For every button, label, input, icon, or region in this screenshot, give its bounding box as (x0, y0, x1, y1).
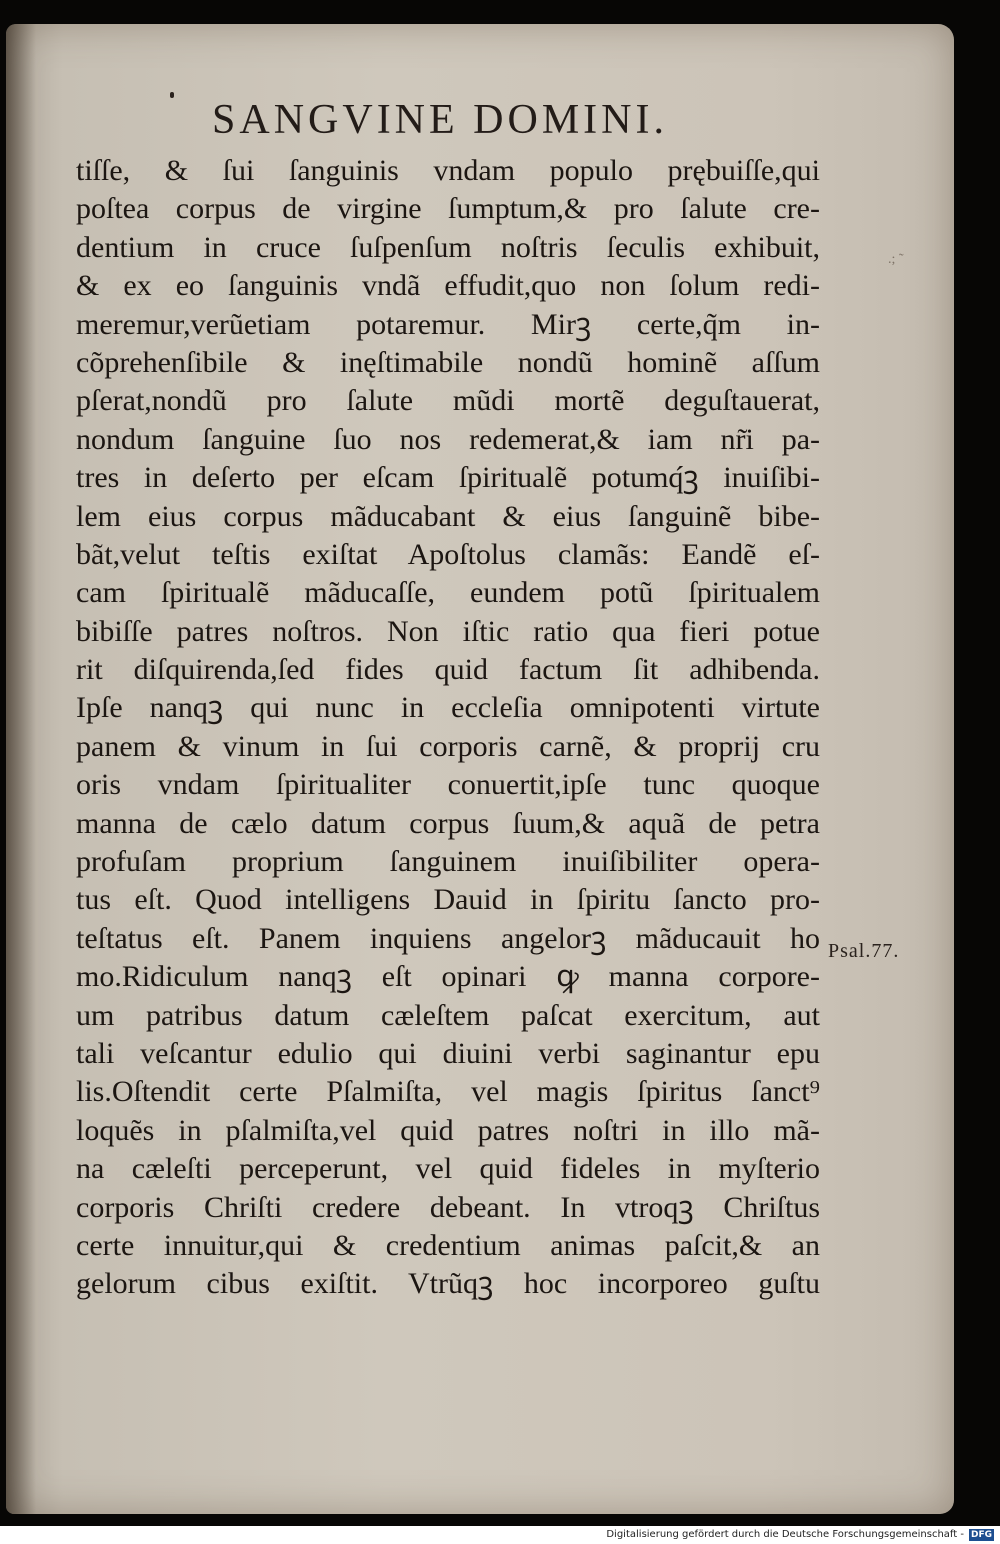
text-line: certe innuitur,qui & credentium animas paſcit,& an (76, 1228, 820, 1262)
margin-speck: .; ̃ (888, 252, 899, 267)
text-line: cam ſpiritualẽ mãducaſſe, eundem potũ ſpiritualem (76, 576, 820, 610)
text-line: oris vndam ſpiritualiter conuertit,ipſe tunc quoque (76, 768, 820, 802)
spine-shadow (6, 24, 36, 1514)
text-line: poſtea corpus de virgine ſumptum,& pro ſalute cre- (76, 192, 820, 226)
text-block (76, 152, 820, 1304)
text-line: lis.Oſtendit certe Pſalmiſta, vel magis ſpiritus ſanct⁹ (76, 1075, 820, 1109)
text-line: bibiſſe patres noſtros. Non iſtic ratio qua fieri potue (76, 614, 820, 648)
text-line: dentium in cruce ſuſpenſum noſtris ſeculis exhibuit, (76, 230, 820, 264)
text-line: Ipſe nanqꝫ qui nunc in eccleſia omnipotenti virtute (76, 691, 820, 725)
text-line: mo.Ridiculum nanqꝫ eſt opinari ꝙ manna corpore- (76, 960, 820, 994)
footer-credit: Digitalisierung gefördert durch die Deutsche Forschungsgemeinschaft - (606, 1529, 964, 1540)
dfg-logo: DFG (970, 1530, 992, 1540)
text-line: pſerat,nondũ pro ſalute mũdi mortẽ deguſtauerat, (76, 384, 820, 418)
text-line: na cæleſti perceperunt, vel quid fideles in myſterio (76, 1152, 820, 1186)
text-line: manna de cælo datum corpus ſuum,& aquã de petra (76, 806, 820, 840)
text-line: lem eius corpus mãducabant & eius ſanguinẽ bibe- (76, 499, 820, 533)
text-line: loquẽs in pſalmiſta,vel quid patres noſtri in illo mã- (76, 1113, 820, 1147)
text-line: gelorum cibus exiſtit. Vtrũqꝫ hoc incorporeo guſtu (76, 1267, 820, 1301)
text-line: rit diſquirenda,ſed fides quid factum ſit adhibenda. (76, 653, 820, 687)
text-line: nondum ſanguine ſuo nos redemerat,& iam nr̃i pa- (76, 422, 820, 456)
marginal-note: Psal.77. (828, 940, 900, 962)
running-head (0, 96, 1000, 144)
text-line: tres in deſerto per eſcam ſpiritualẽ potumq́ꝫ inuiſibi- (76, 461, 820, 495)
text-line: profuſam proprium ſanguinem inuiſibiliter opera- (76, 845, 820, 879)
text-line: tali veſcantur edulio qui diuini verbi saginantur epu (76, 1036, 820, 1070)
text-line: meremur,verũetiam potaremur. Mirꝫ certe,q̃m in- (76, 307, 820, 341)
text-line: teſtatus eſt. Panem inquiens angelorꝫ mãducauit ho (76, 921, 820, 955)
text-line: um patribus datum cæleſtem paſcat exercitum, aut (76, 998, 820, 1032)
text-line: tus eſt. Quod intelligens Dauid in ſpiritu ſancto pro- (76, 883, 820, 917)
running-head-text: SANGVINE DOMINI. (212, 97, 668, 143)
text-line: & ex eo ſanguinis vndã effudit,quo non ſolum redi- (76, 269, 820, 303)
text-line: corporis Chriſti credere debeant. In vtroqꝫ Chriſtus (76, 1190, 820, 1224)
text-line: cõprehenſibile & inęſtimabile nondũ hominẽ aſſum (76, 345, 820, 379)
text-line: panem & vinum in ſui corporis carnẽ, & proprij cru (76, 729, 820, 763)
text-line: tiſſe, & ſui ſanguinis vndam populo prębuiſſe,qui (76, 154, 820, 187)
text-line: bãt,velut teſtis exiſtat Apoſtolus clamãs: Eandẽ eſ- (76, 537, 820, 571)
